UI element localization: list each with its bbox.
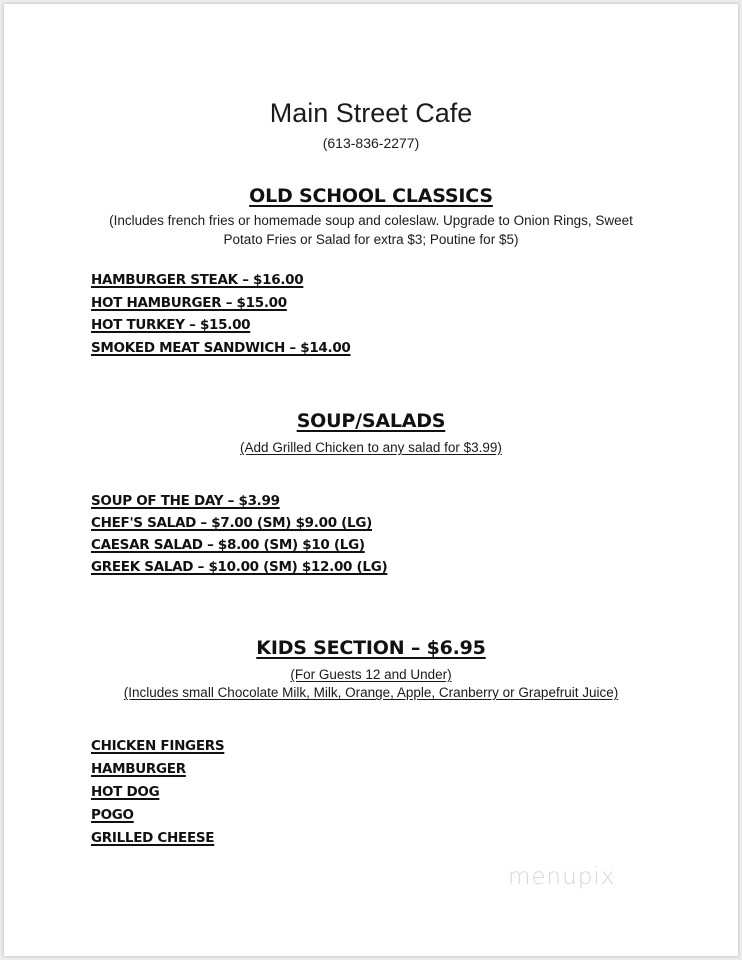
soup-salads-heading: SOUP/SALADS bbox=[296, 410, 446, 432]
menu-item-smoked-meat-sandwich: SMOKED MEAT SANDWICH – $14.00 bbox=[91, 340, 351, 356]
restaurant-phone: (613-836-2277) bbox=[322, 135, 420, 151]
menu-item-hamburger: HAMBURGER bbox=[91, 761, 186, 777]
classics-note-line2: Potato Fries or Salad for extra $3; Poutine for $5) bbox=[223, 232, 519, 247]
kids-note-line1: (For Guests 12 and Under) bbox=[290, 667, 452, 682]
soup-salads-note: (Add Grilled Chicken to any salad for $3.99) bbox=[240, 440, 502, 455]
menu-item-hot-turkey: HOT TURKEY – $15.00 bbox=[91, 317, 251, 333]
classics-note-line1: (Includes french fries or homemade soup and coleslaw. Upgrade to Onion Rings, Sweet bbox=[109, 213, 633, 228]
menupix-watermark: menupix bbox=[508, 864, 616, 890]
menu-item-greek-salad: GREEK SALAD – $10.00 (SM) $12.00 (LG) bbox=[91, 559, 388, 575]
classics-heading: OLD SCHOOL CLASSICS bbox=[249, 185, 493, 207]
kids-note-line2: (Includes small Chocolate Milk, Milk, Orange, Apple, Cranberry or Grapefruit Juice) bbox=[123, 685, 619, 700]
menu-item-chicken-fingers: CHICKEN FINGERS bbox=[91, 738, 225, 754]
kids-heading: KIDS SECTION – $6.95 bbox=[256, 637, 486, 659]
menu-item-hot-dog: HOT DOG bbox=[91, 784, 160, 800]
menu-item-pogo: POGO bbox=[91, 807, 134, 823]
menu-item-caesar-salad: CAESAR SALAD – $8.00 (SM) $10 (LG) bbox=[91, 537, 365, 553]
menu-page bbox=[4, 4, 738, 956]
menu-item-hamburger-steak: HAMBURGER STEAK – $16.00 bbox=[91, 272, 304, 288]
menu-item-chefs-salad: CHEF'S SALAD – $7.00 (SM) $9.00 (LG) bbox=[91, 515, 373, 531]
restaurant-name: Main Street Cafe bbox=[269, 98, 473, 128]
menu-item-hot-hamburger: HOT HAMBURGER – $15.00 bbox=[91, 295, 287, 311]
menu-item-grilled-cheese: GRILLED CHEESE bbox=[91, 830, 215, 846]
menu-item-soup-of-the-day: SOUP OF THE DAY – $3.99 bbox=[91, 493, 280, 509]
